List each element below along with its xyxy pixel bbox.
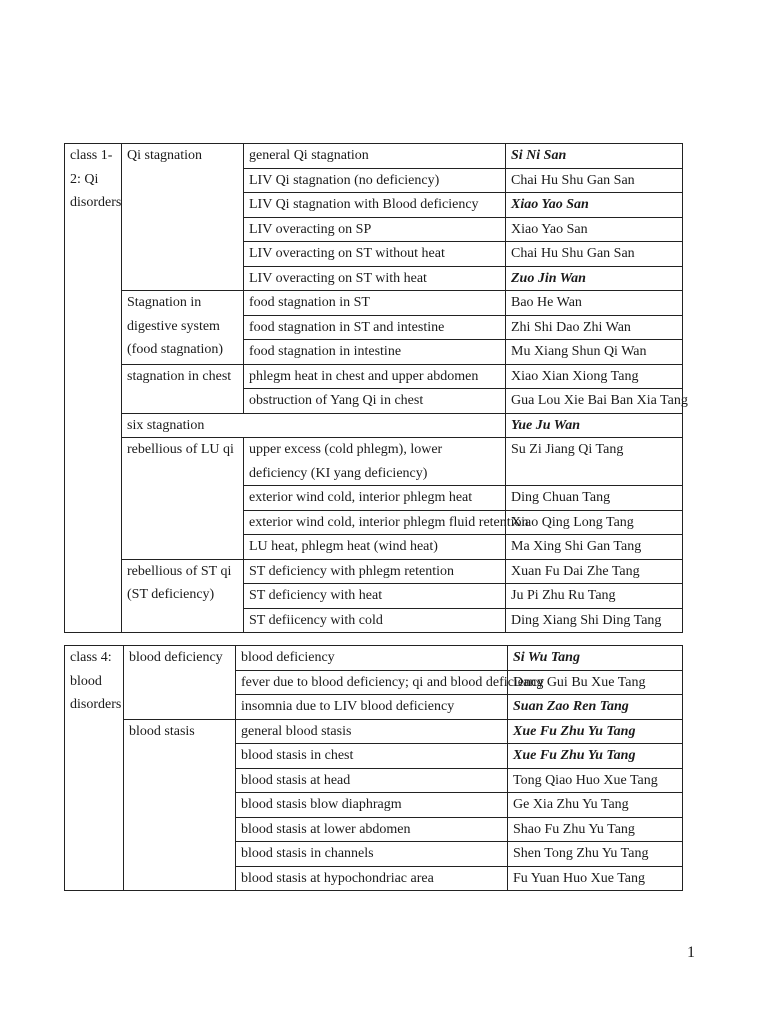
condition-cell: general blood stasis bbox=[236, 719, 508, 744]
table-row bbox=[65, 413, 683, 438]
condition-cell: ST deficiency with heat bbox=[244, 584, 506, 609]
formula-cell: Chai Hu Shu Gan San bbox=[506, 242, 683, 267]
condition-cell: blood stasis in channels bbox=[236, 842, 508, 867]
formula-cell: Ding Xiang Shi Ding Tang bbox=[506, 608, 683, 633]
formula-cell: Xiao Yao San bbox=[506, 217, 683, 242]
formula-cell: Ding Chuan Tang bbox=[506, 486, 683, 511]
condition-cell: blood stasis at hypochondriac area bbox=[236, 866, 508, 891]
condition-cell: LIV overacting on ST with heat bbox=[244, 266, 506, 291]
condition-cell: blood deficiency bbox=[236, 646, 508, 671]
category-cell: six stagnation bbox=[122, 413, 506, 438]
table-row bbox=[65, 291, 683, 316]
condition-cell: food stagnation in intestine bbox=[244, 340, 506, 365]
formula-cell: Yue Ju Wan bbox=[506, 413, 683, 438]
formula-cell: Fu Yuan Huo Xue Tang bbox=[508, 866, 683, 891]
condition-cell: fever due to blood deficiency; qi and blood deficiency bbox=[236, 670, 508, 695]
formula-cell: Shao Fu Zhu Yu Tang bbox=[508, 817, 683, 842]
table-row bbox=[65, 438, 683, 486]
condition-cell: obstruction of Yang Qi in chest bbox=[244, 389, 506, 414]
category-cell: Qi stagnation bbox=[122, 144, 244, 291]
condition-cell: food stagnation in ST bbox=[244, 291, 506, 316]
formula-cell: Xiao Qing Long Tang bbox=[506, 510, 683, 535]
condition-cell: LIV overacting on ST without heat bbox=[244, 242, 506, 267]
category-cell: blood stasis bbox=[124, 719, 236, 891]
formula-cell: Tong Qiao Huo Xue Tang bbox=[508, 768, 683, 793]
formula-cell: Xiao Yao San bbox=[506, 193, 683, 218]
class-cell: class 4: blood disorders bbox=[65, 646, 124, 891]
formula-cell: Xue Fu Zhu Yu Tang bbox=[508, 744, 683, 769]
formula-cell: Ma Xing Shi Gan Tang bbox=[506, 535, 683, 560]
formula-cell: Xiao Xian Xiong Tang bbox=[506, 364, 683, 389]
category-cell: Stagnation in digestive system (food stagnation) bbox=[122, 291, 244, 365]
formula-cell: Gua Lou Xie Bai Ban Xia Tang bbox=[506, 389, 683, 414]
table-row bbox=[65, 144, 683, 169]
condition-cell: blood stasis at head bbox=[236, 768, 508, 793]
category-cell: stagnation in chest bbox=[122, 364, 244, 413]
formula-cell: Si Ni San bbox=[506, 144, 683, 169]
formula-cell: Xuan Fu Dai Zhe Tang bbox=[506, 559, 683, 584]
condition-cell: food stagnation in ST and intestine bbox=[244, 315, 506, 340]
condition-cell: insomnia due to LIV blood deficiency bbox=[236, 695, 508, 720]
formula-cell: Ju Pi Zhu Ru Tang bbox=[506, 584, 683, 609]
condition-cell: exterior wind cold, interior phlegm heat bbox=[244, 486, 506, 511]
condition-cell: blood stasis blow diaphragm bbox=[236, 793, 508, 818]
formula-cell: Su Zi Jiang Qi Tang bbox=[506, 438, 683, 486]
condition-cell: ST defiicency with cold bbox=[244, 608, 506, 633]
formula-cell: Xue Fu Zhu Yu Tang bbox=[508, 719, 683, 744]
condition-cell: LIV overacting on SP bbox=[244, 217, 506, 242]
table-row bbox=[65, 719, 683, 744]
formula-cell: Shen Tong Zhu Yu Tang bbox=[508, 842, 683, 867]
condition-cell: upper excess (cold phlegm), lower deficiency (KI yang deficiency) bbox=[244, 438, 506, 486]
table-row bbox=[65, 559, 683, 584]
formula-cell: Zhi Shi Dao Zhi Wan bbox=[506, 315, 683, 340]
condition-cell: LU heat, phlegm heat (wind heat) bbox=[244, 535, 506, 560]
formula-cell: Mu Xiang Shun Qi Wan bbox=[506, 340, 683, 365]
condition-cell: blood stasis in chest bbox=[236, 744, 508, 769]
condition-cell: exterior wind cold, interior phlegm fluid retention bbox=[244, 510, 506, 535]
formula-cell: Dang Gui Bu Xue Tang bbox=[508, 670, 683, 695]
formula-cell: Zuo Jin Wan bbox=[506, 266, 683, 291]
class-cell: class 1-2: Qi disorders bbox=[65, 144, 122, 633]
condition-cell: LIV Qi stagnation with Blood deficiency bbox=[244, 193, 506, 218]
condition-cell: LIV Qi stagnation (no deficiency) bbox=[244, 168, 506, 193]
formula-cell: Chai Hu Shu Gan San bbox=[506, 168, 683, 193]
condition-cell: general Qi stagnation bbox=[244, 144, 506, 169]
qi-disorders-table bbox=[64, 143, 688, 633]
category-cell: rebellious of ST qi (ST deficiency) bbox=[122, 559, 244, 633]
blood-disorders-table bbox=[64, 645, 683, 891]
page-number: 1 bbox=[687, 944, 695, 961]
condition-cell: phlegm heat in chest and upper abdomen bbox=[244, 364, 506, 389]
formula-cell: Bao He Wan bbox=[506, 291, 683, 316]
category-cell: blood deficiency bbox=[124, 646, 236, 720]
formula-cell: Si Wu Tang bbox=[508, 646, 683, 671]
table-row bbox=[65, 364, 683, 389]
table-row bbox=[65, 646, 683, 671]
category-cell: rebellious of LU qi bbox=[122, 438, 244, 560]
formula-cell: Suan Zao Ren Tang bbox=[508, 695, 683, 720]
condition-cell: blood stasis at lower abdomen bbox=[236, 817, 508, 842]
condition-cell: ST deficiency with phlegm retention bbox=[244, 559, 506, 584]
formula-cell: Ge Xia Zhu Yu Tang bbox=[508, 793, 683, 818]
